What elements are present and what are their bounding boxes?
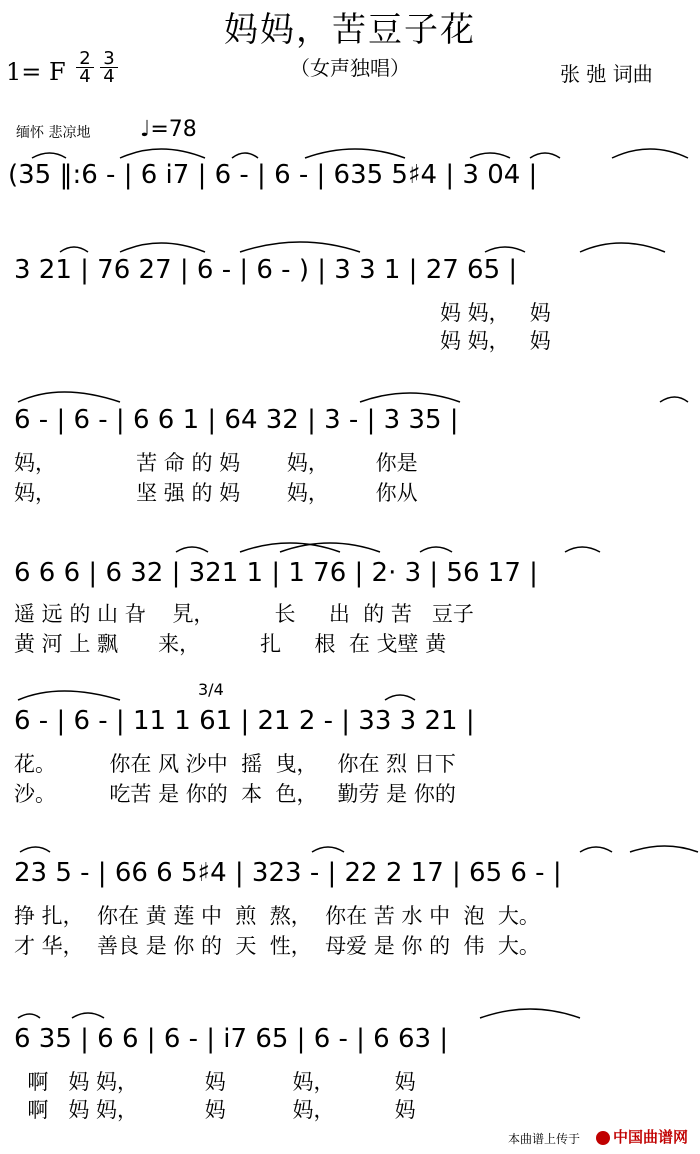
lyrics-verse-1: 花。 你在 风 沙中 摇 曳， 你在 烈 日下 [14,752,456,776]
song-subtitle: （女声独唱） [290,56,410,80]
lyrics-verse-1: 遥 远 的 山 旮 旯， 长 出 的 苦 豆子 [14,602,474,626]
notation-line: 6 6 6 | 6 32 | 321 1 | 1 76 | 2· 3 | 56 17 | [14,558,538,588]
notation-line: 6 35 | 6 6 | 6 - | i7 65 | 6 - | 6 63 | [14,1024,449,1054]
key-signature: 1= F [6,58,66,86]
expression-mark: 缅怀 悲凉地 [16,125,91,141]
lyrics-verse-2: 啊 妈 妈， 妈 妈， 妈 [14,1098,416,1122]
lyrics-verse-1: 啊 妈 妈， 妈 妈， 妈 [14,1070,416,1094]
site-name: 中国曲谱网 [613,1128,689,1146]
lyrics-verse-2: 妈 妈， 妈 [440,329,551,353]
lyrics-verse-2: 妈， 坚 强 的 妈 妈， 你从 [14,481,418,505]
lyrics-verse-1: 妈， 苦 命 的 妈 妈， 你是 [14,451,418,475]
notation-line: 23 5 - | 66 6 5♯4 | 323 - | 22 2 17 | 65 6 - | [14,858,562,888]
notation-line: 3 21 | 76 27 | 6 - | 6 - ) | 3 3 1 | 27 65 | [14,255,518,285]
author-credit: 张 弛 词曲 [560,62,653,86]
song-title: 妈妈，苦豆子花 [224,10,476,50]
meter2-bottom: 4 [103,66,115,87]
notation-line: (35 ‖:6 - | 6 i7 | 6 - | 6 - | 635 5♯4 | 3 04 | [8,160,538,190]
lyrics-verse-1: 妈 妈， 妈 [440,301,551,325]
site-logo [596,1126,688,1147]
footer-upload-text: 本曲谱上传于 [508,1132,581,1146]
site-logo-icon [596,1131,610,1145]
lyrics-verse-2: 沙。 吃苦 是 你的 本 色， 勤劳 是 你的 [14,782,456,806]
lyrics-verse-2: 黄 河 上 飘 来， 扎 根 在 戈壁 黄 [14,632,447,656]
meter2-top: 3 [100,50,118,68]
lyrics-verse-2: 才 华， 善良 是 你 的 天 性， 母爱 是 你 的 伟 大。 [14,934,540,958]
lyrics-verse-1: 挣 扎， 你在 黄 莲 中 煎 熬， 你在 苦 水 中 泡 大。 [14,904,540,928]
notation-line: 6 - | 6 - | 6 6 1 | 64 32 | 3 - | 3 35 | [14,405,459,435]
meter1-top: 2 [76,50,94,68]
meter1-bottom: 4 [79,66,91,87]
time-change-mark: 3/4 [198,680,224,699]
notation-line: 6 - | 6 - | 11 1 61 | 21 2 - | 33 3 21 | [14,706,475,736]
tempo-mark: ♩=78 [140,117,197,142]
